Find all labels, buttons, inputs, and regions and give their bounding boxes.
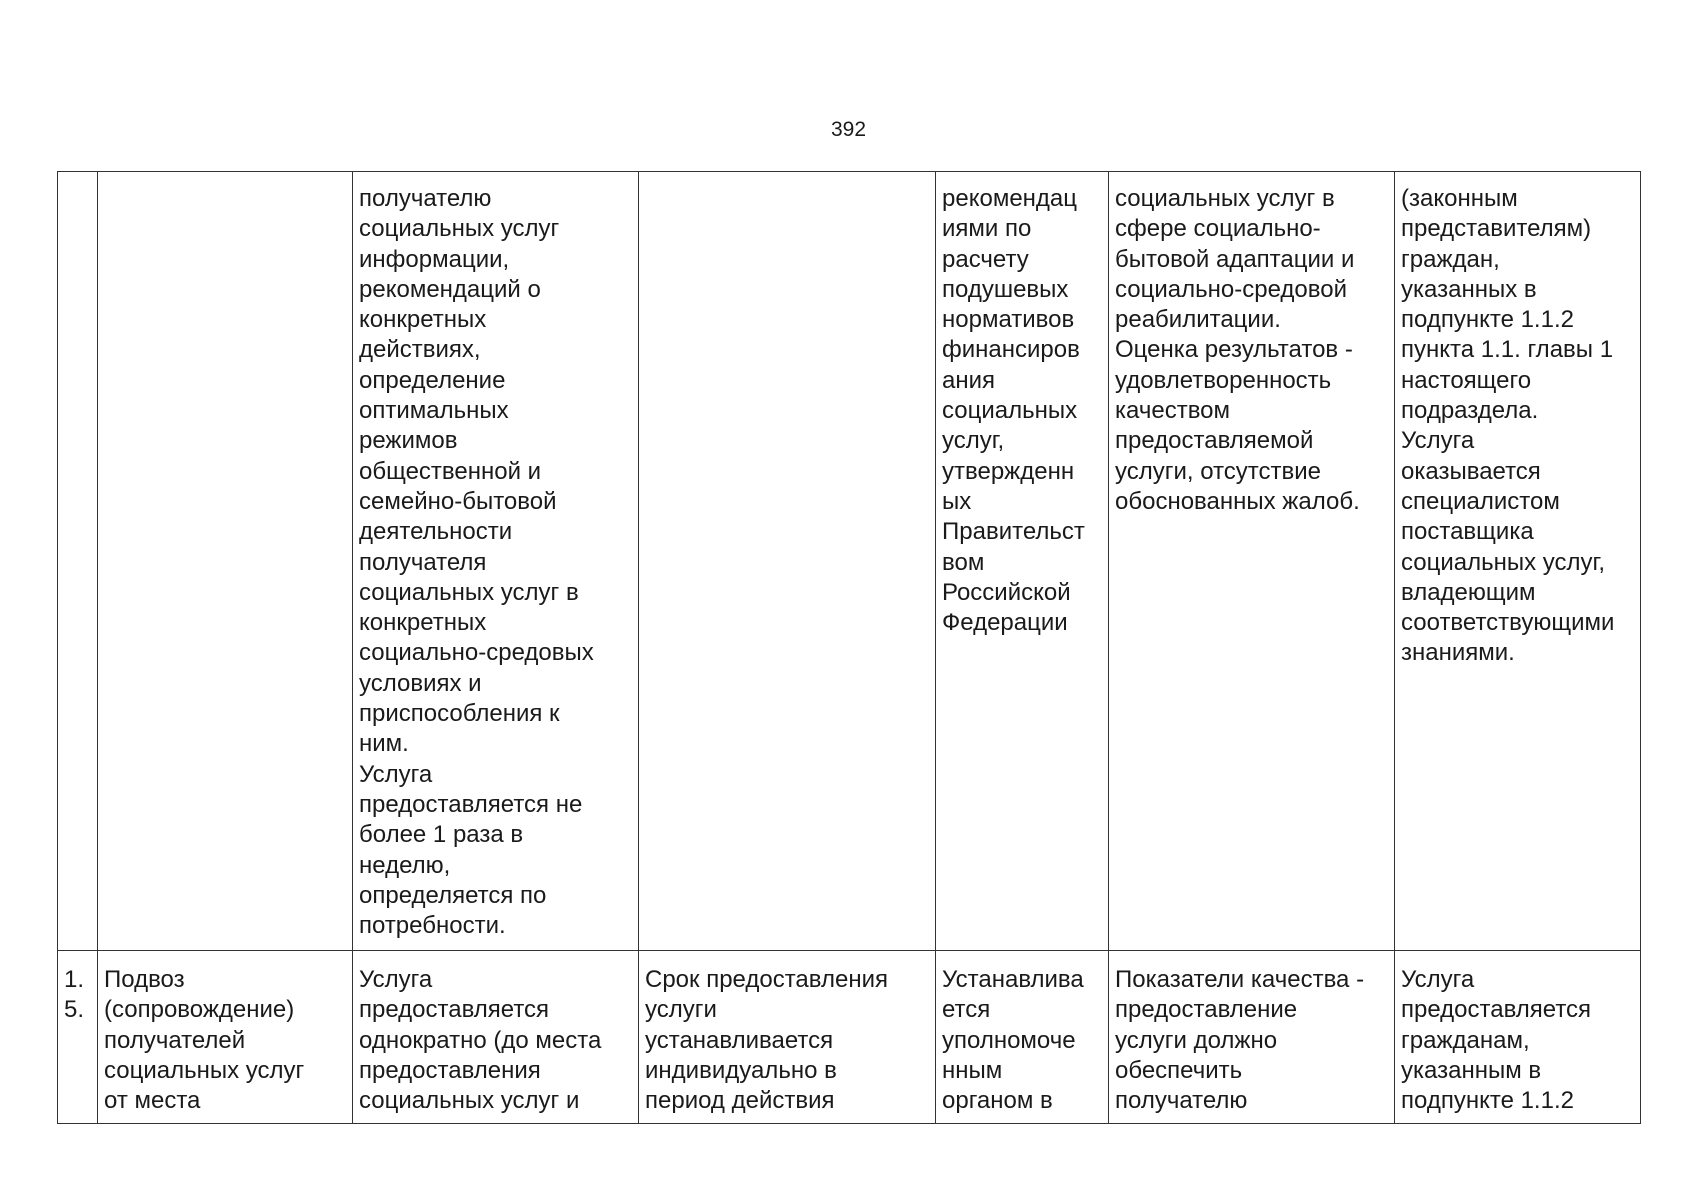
cell-service-name xyxy=(98,172,353,951)
page-number: 392 xyxy=(830,118,867,141)
cell-tariff: Устанавлива ется уполномоче нным органом в xyxy=(936,951,1109,1124)
cell-conditions: Услуга предоставляется гражданам, указанным в подпункте 1.1.2 xyxy=(1395,951,1641,1124)
cell-quality-indicators: Показатели качества - предоставление услуги должно обеспечить получателю xyxy=(1109,951,1395,1124)
cell-service-term: Срок предоставления услуги устанавливается индивидуально в период действия xyxy=(639,951,936,1124)
cell-service-term xyxy=(639,172,936,951)
cell-service-description: получателю социальных услуг информации, рекомендаций о конкретных действиях, определение оптимальных режимов общественной и семейно-бытовой деятельности получателя социальных услуг в конкретных социально-средовых условиях и приспособления к ним. Услуга предоставляется не более 1 раза в неделю, определяется по потребности. xyxy=(353,172,639,951)
cell-quality-indicators: социальных услуг в сфере социально- бытовой адаптации и социально-средовой реабилитации. Оценка результатов - удовлетворенность качеством предоставляемой услуги, отсутствие обоснованных жалоб. xyxy=(1109,172,1395,951)
cell-service-description: Услуга предоставляется однократно (до места предоставления социальных услуг и xyxy=(353,951,639,1124)
cell-tariff: рекомендац иями по расчету подушевых нормативов финансиров ания социальных услуг, утвержденн ых Правительст вом Российской Федерации xyxy=(936,172,1109,951)
cell-service-name: Подвоз (сопровождение) получателей социальных услуг от места xyxy=(98,951,353,1124)
cell-number xyxy=(58,172,98,951)
table-row xyxy=(58,951,1641,1124)
cell-number: 1. 5. xyxy=(58,951,98,1124)
table-row xyxy=(58,172,1641,951)
cell-conditions: (законным представителям) граждан, указанных в подпункте 1.1.2 пункта 1.1. главы 1 настоящего подраздела. Услуга оказывается специалистом поставщика социальных услуг, владеющим соответствующими знаниями. xyxy=(1395,172,1641,951)
services-table xyxy=(57,171,1641,1124)
